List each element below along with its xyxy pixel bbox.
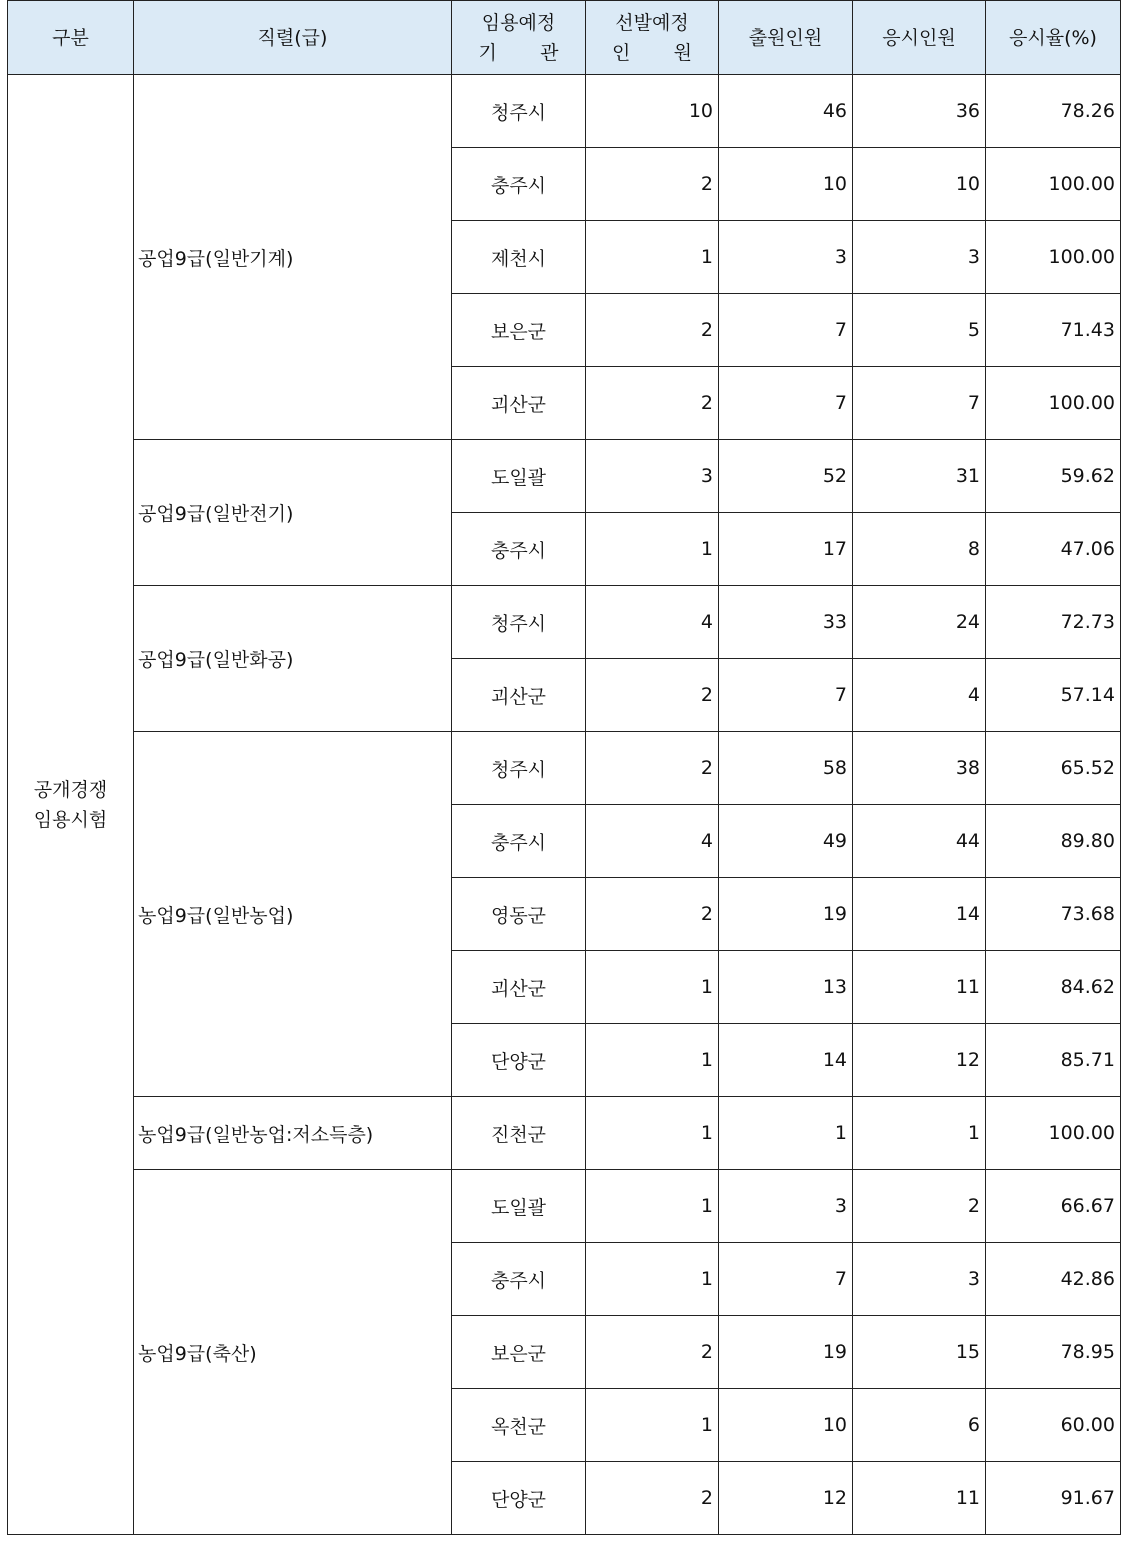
table-row xyxy=(8,732,1121,805)
rate-cell: 100.00 xyxy=(986,148,1121,221)
examinees-cell: 5 xyxy=(853,294,986,367)
rate-cell: 78.95 xyxy=(986,1316,1121,1389)
applicants-cell: 1 xyxy=(719,1097,853,1170)
examinees-cell: 15 xyxy=(853,1316,986,1389)
applicants-cell: 14 xyxy=(719,1024,853,1097)
examinees-cell: 8 xyxy=(853,513,986,586)
applicants-cell: 3 xyxy=(719,1170,853,1243)
planned-cell: 1 xyxy=(586,513,719,586)
applicants-cell: 7 xyxy=(719,294,853,367)
applicants-cell: 13 xyxy=(719,951,853,1024)
planned-cell: 1 xyxy=(586,1024,719,1097)
job-cell: 농업9급(일반농업:저소득층) xyxy=(134,1097,452,1170)
agency-cell: 청주시 xyxy=(452,732,586,805)
examinees-cell: 24 xyxy=(853,586,986,659)
examinees-cell: 4 xyxy=(853,659,986,732)
examinees-cell: 7 xyxy=(853,367,986,440)
rate-cell: 100.00 xyxy=(986,367,1121,440)
header-planned-line1: 선발예정 xyxy=(615,11,689,34)
rate-cell: 89.80 xyxy=(986,805,1121,878)
agency-cell: 충주시 xyxy=(452,148,586,221)
header-gubun: 구분 xyxy=(8,1,134,75)
table-row xyxy=(8,440,1121,513)
planned-cell: 1 xyxy=(586,1097,719,1170)
header-agency-line2: 기 관 xyxy=(478,41,559,64)
planned-cell: 2 xyxy=(586,732,719,805)
agency-cell: 옥천군 xyxy=(452,1389,586,1462)
examinees-cell: 11 xyxy=(853,951,986,1024)
planned-cell: 1 xyxy=(586,1389,719,1462)
rate-cell: 73.68 xyxy=(986,878,1121,951)
applicants-cell: 7 xyxy=(719,367,853,440)
agency-cell: 보은군 xyxy=(452,1316,586,1389)
agency-cell: 진천군 xyxy=(452,1097,586,1170)
job-cell: 공업9급(일반전기) xyxy=(134,440,452,586)
examinees-cell: 12 xyxy=(853,1024,986,1097)
examinees-cell: 3 xyxy=(853,221,986,294)
applicants-cell: 3 xyxy=(719,221,853,294)
examinees-cell: 6 xyxy=(853,1389,986,1462)
examinees-cell: 31 xyxy=(853,440,986,513)
rate-cell: 42.86 xyxy=(986,1243,1121,1316)
planned-cell: 1 xyxy=(586,951,719,1024)
header-agency-line1: 임용예정 xyxy=(481,11,556,34)
rate-cell: 100.00 xyxy=(986,1097,1121,1170)
planned-cell: 3 xyxy=(586,440,719,513)
table-body xyxy=(8,75,1121,1535)
agency-cell: 괴산군 xyxy=(452,659,586,732)
examinees-cell: 10 xyxy=(853,148,986,221)
header-agency xyxy=(452,1,586,75)
table-row xyxy=(8,1170,1121,1243)
rate-cell: 59.62 xyxy=(986,440,1121,513)
applicants-cell: 52 xyxy=(719,440,853,513)
header-planned-line2: 인 원 xyxy=(612,41,692,64)
rate-cell: 47.06 xyxy=(986,513,1121,586)
applicants-cell: 10 xyxy=(719,148,853,221)
agency-cell: 괴산군 xyxy=(452,951,586,1024)
applicants-cell: 17 xyxy=(719,513,853,586)
rate-cell: 66.67 xyxy=(986,1170,1121,1243)
examinees-cell: 3 xyxy=(853,1243,986,1316)
rate-cell: 72.73 xyxy=(986,586,1121,659)
rate-cell: 60.00 xyxy=(986,1389,1121,1462)
applicants-cell: 7 xyxy=(719,1243,853,1316)
agency-cell: 청주시 xyxy=(452,586,586,659)
rate-cell: 100.00 xyxy=(986,221,1121,294)
agency-cell: 충주시 xyxy=(452,1243,586,1316)
job-cell: 농업9급(축산) xyxy=(134,1170,452,1535)
planned-cell: 2 xyxy=(586,148,719,221)
rate-cell: 85.71 xyxy=(986,1024,1121,1097)
applicants-cell: 33 xyxy=(719,586,853,659)
examinees-cell: 14 xyxy=(853,878,986,951)
applicants-cell: 49 xyxy=(719,805,853,878)
table-row xyxy=(8,75,1121,148)
applicants-cell: 58 xyxy=(719,732,853,805)
examinees-cell: 2 xyxy=(853,1170,986,1243)
header-examinees: 응시인원 xyxy=(853,1,986,75)
agency-cell: 제천시 xyxy=(452,221,586,294)
applicants-cell: 10 xyxy=(719,1389,853,1462)
agency-cell: 충주시 xyxy=(452,513,586,586)
planned-cell: 1 xyxy=(586,1243,719,1316)
rate-cell: 78.26 xyxy=(986,75,1121,148)
applicants-cell: 19 xyxy=(719,1316,853,1389)
rate-cell: 57.14 xyxy=(986,659,1121,732)
planned-cell: 4 xyxy=(586,805,719,878)
agency-cell: 보은군 xyxy=(452,294,586,367)
applicants-cell: 46 xyxy=(719,75,853,148)
agency-cell: 단양군 xyxy=(452,1462,586,1535)
agency-cell: 괴산군 xyxy=(452,367,586,440)
agency-cell: 청주시 xyxy=(452,75,586,148)
header-rate: 응시율(%) xyxy=(986,1,1121,75)
applicants-cell: 7 xyxy=(719,659,853,732)
planned-cell: 1 xyxy=(586,221,719,294)
header-job: 직렬(급) xyxy=(134,1,452,75)
rate-cell: 91.67 xyxy=(986,1462,1121,1535)
examinees-cell: 1 xyxy=(853,1097,986,1170)
applicants-cell: 19 xyxy=(719,878,853,951)
planned-cell: 2 xyxy=(586,1462,719,1535)
planned-cell: 4 xyxy=(586,586,719,659)
rate-cell: 84.62 xyxy=(986,951,1121,1024)
exam-results-table xyxy=(7,0,1121,1535)
header-applicants: 출원인원 xyxy=(719,1,853,75)
agency-cell: 영동군 xyxy=(452,878,586,951)
agency-cell: 도일괄 xyxy=(452,1170,586,1243)
category-cell xyxy=(8,75,134,1535)
header-row xyxy=(8,1,1121,75)
job-cell: 공업9급(일반화공) xyxy=(134,586,452,732)
agency-cell: 충주시 xyxy=(452,805,586,878)
examinees-cell: 36 xyxy=(853,75,986,148)
agency-cell: 단양군 xyxy=(452,1024,586,1097)
planned-cell: 2 xyxy=(586,878,719,951)
applicants-cell: 12 xyxy=(719,1462,853,1535)
planned-cell: 1 xyxy=(586,1170,719,1243)
table-row xyxy=(8,1097,1121,1170)
planned-cell: 10 xyxy=(586,75,719,148)
header-planned xyxy=(586,1,719,75)
rate-cell: 71.43 xyxy=(986,294,1121,367)
job-cell: 공업9급(일반기계) xyxy=(134,75,452,440)
agency-cell: 도일괄 xyxy=(452,440,586,513)
examinees-cell: 38 xyxy=(853,732,986,805)
examinees-cell: 44 xyxy=(853,805,986,878)
planned-cell: 2 xyxy=(586,1316,719,1389)
category-line1: 공개경쟁 xyxy=(33,778,108,801)
planned-cell: 2 xyxy=(586,367,719,440)
examinees-cell: 11 xyxy=(853,1462,986,1535)
rate-cell: 65.52 xyxy=(986,732,1121,805)
job-cell: 농업9급(일반농업) xyxy=(134,732,452,1097)
table-row xyxy=(8,586,1121,659)
category-line2: 임용시험 xyxy=(33,808,108,831)
planned-cell: 2 xyxy=(586,659,719,732)
planned-cell: 2 xyxy=(586,294,719,367)
